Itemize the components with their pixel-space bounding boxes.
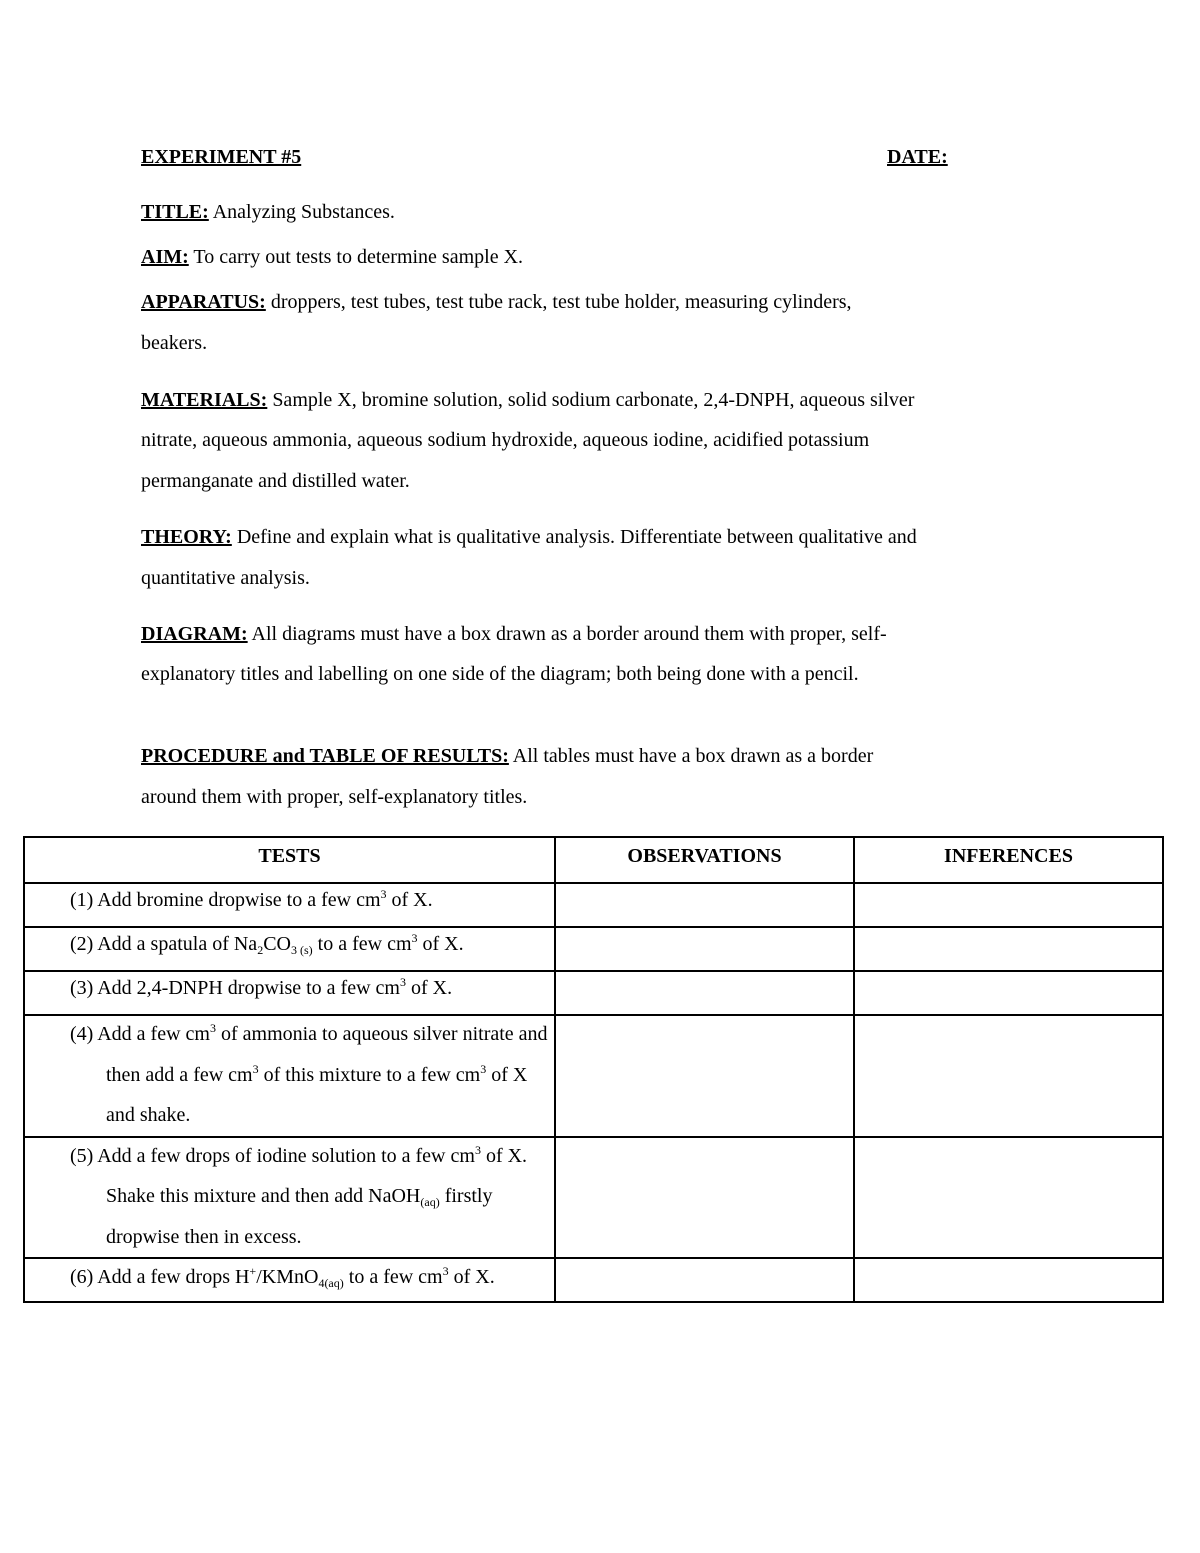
- test-part: to a few cm: [312, 933, 412, 955]
- subscript: 4(aq): [318, 1276, 344, 1290]
- inference-cell: [854, 1258, 1163, 1302]
- aim-line: [141, 245, 523, 269]
- test-part: CO: [263, 933, 291, 955]
- superscript: 3: [480, 1061, 487, 1076]
- observation-cell: [555, 927, 854, 971]
- inference-cell: [854, 1015, 1163, 1137]
- test-part: of this mixture to a few cm: [258, 1063, 481, 1086]
- test-part: Add a few drops of iodine solution to a few cm: [97, 1144, 475, 1167]
- test-part: to a few cm: [343, 1266, 443, 1288]
- materials-label: MATERIALS:: [141, 389, 268, 411]
- subscript: 3 (s): [290, 943, 313, 957]
- materials-text: Sample X, bromine solution, solid sodium carbonate, 2,4-DNPH, aqueous silver: [267, 389, 915, 411]
- test-part: firstly dropwise then in excess.: [106, 1185, 493, 1248]
- table-row: [24, 927, 1163, 971]
- table-header-row: [24, 837, 1163, 883]
- theory-label: THEORY:: [141, 526, 232, 548]
- apparatus-text-cont: beakers.: [141, 332, 208, 354]
- header-inferences: INFERENCES: [854, 837, 1163, 883]
- theory-line: [141, 525, 917, 549]
- diagram-text-cont: explanatory titles and labelling on one side of the diagram; both being done with a pencil.: [141, 663, 859, 685]
- observation-cell: [555, 1015, 854, 1137]
- superscript: +: [249, 1264, 257, 1278]
- test-part: Add bromine dropwise to a few cm: [97, 889, 381, 911]
- test-number: (1): [70, 889, 94, 911]
- title-text: Analyzing Substances.: [208, 201, 395, 223]
- test-cell: [24, 1015, 555, 1137]
- experiment-number: EXPERIMENT #5: [141, 146, 302, 168]
- test-cell: [24, 1137, 555, 1259]
- procedure-label: PROCEDURE and TABLE OF RESULTS:: [141, 745, 509, 767]
- test-part: Add a spatula of Na: [97, 933, 258, 955]
- test-text-3: [25, 970, 554, 1004]
- inference-cell: [854, 883, 1163, 927]
- table-row: [24, 1137, 1163, 1259]
- diagram-text: All diagrams must have a box drawn as a border around them with proper, self-: [247, 623, 887, 645]
- test-part: Add a few cm: [97, 1023, 210, 1045]
- test-text-1: [25, 882, 554, 916]
- aim-text: To carry out tests to determine sample X.: [188, 246, 524, 268]
- table-row: [24, 1015, 1163, 1137]
- inference-cell: [854, 927, 1163, 971]
- inference-cell: [854, 971, 1163, 1015]
- table-row: [24, 971, 1163, 1015]
- table-row: [24, 1258, 1163, 1302]
- procedure-text: All tables must have a box drawn as a border: [508, 745, 874, 767]
- observation-cell: [555, 1137, 854, 1259]
- test-cell: [24, 927, 555, 971]
- test-part: /KMnO: [256, 1266, 319, 1288]
- subscript: (aq): [420, 1195, 440, 1209]
- test-part: Add 2,4-DNPH dropwise to a few cm: [97, 977, 400, 999]
- aim-label: AIM:: [141, 246, 189, 268]
- superscript: 3: [411, 931, 418, 945]
- header-tests: TESTS: [24, 837, 555, 883]
- test-part: of X.: [386, 889, 433, 911]
- theory-text-cont: quantitative analysis.: [141, 567, 310, 589]
- test-text-6: [25, 1257, 554, 1298]
- test-text-2: [25, 926, 554, 960]
- apparatus-line: [141, 290, 852, 314]
- superscript: 3: [380, 887, 387, 901]
- test-part: Add a few drops H: [97, 1266, 250, 1288]
- test-part: of ammonia to aqueous silver nitrate and then add a few cm: [106, 1023, 548, 1086]
- theory-text: Define and explain what is qualitative analysis. Differentiate between qualitative and: [231, 526, 917, 548]
- observation-cell: [555, 1258, 854, 1302]
- table-row: [24, 883, 1163, 927]
- test-part: of X and shake.: [106, 1063, 528, 1126]
- superscript: 3: [252, 1061, 259, 1076]
- superscript: 3: [209, 1021, 216, 1035]
- procedure-line: [141, 744, 873, 768]
- test-text-5: [25, 1136, 554, 1258]
- subscript: 2: [257, 943, 264, 957]
- procedure-text-cont: around them with proper, self-explanatory titles.: [141, 786, 528, 808]
- test-number: (3): [70, 977, 94, 999]
- inference-cell: [854, 1137, 1163, 1259]
- diagram-label: DIAGRAM:: [141, 623, 248, 645]
- materials-text-cont-2: permanganate and distilled water.: [141, 470, 410, 492]
- superscript: 3: [399, 975, 406, 989]
- title-label: TITLE:: [141, 201, 209, 223]
- diagram-line: [141, 622, 887, 646]
- superscript: 3: [442, 1264, 449, 1278]
- title-line: [141, 200, 395, 224]
- observation-cell: [555, 971, 854, 1015]
- test-cell: [24, 883, 555, 927]
- materials-line: [141, 388, 914, 412]
- apparatus-text: droppers, test tubes, test tube rack, test tube holder, measuring cylinders,: [265, 291, 852, 313]
- header-observations: OBSERVATIONS: [555, 837, 854, 883]
- test-number: (5): [70, 1144, 94, 1167]
- test-number: (6): [70, 1266, 94, 1288]
- test-number: (2): [70, 933, 94, 955]
- superscript: 3: [474, 1142, 481, 1157]
- observation-cell: [555, 883, 854, 927]
- test-part: of X.: [448, 1266, 495, 1288]
- apparatus-label: APPARATUS:: [141, 291, 266, 313]
- test-cell: [24, 971, 555, 1015]
- test-part: of X.: [405, 977, 453, 999]
- test-part: of X. Shake this mixture and then add NaOH: [106, 1144, 528, 1207]
- test-part: of X.: [417, 933, 464, 955]
- results-table: [23, 836, 1164, 1303]
- date-label: DATE:: [887, 146, 948, 168]
- test-cell: [24, 1258, 555, 1302]
- test-text-4: [25, 1014, 554, 1136]
- materials-text-cont-1: nitrate, aqueous ammonia, aqueous sodium hydroxide, aqueous iodine, acidified potassium: [141, 429, 870, 451]
- test-number: (4): [70, 1023, 94, 1045]
